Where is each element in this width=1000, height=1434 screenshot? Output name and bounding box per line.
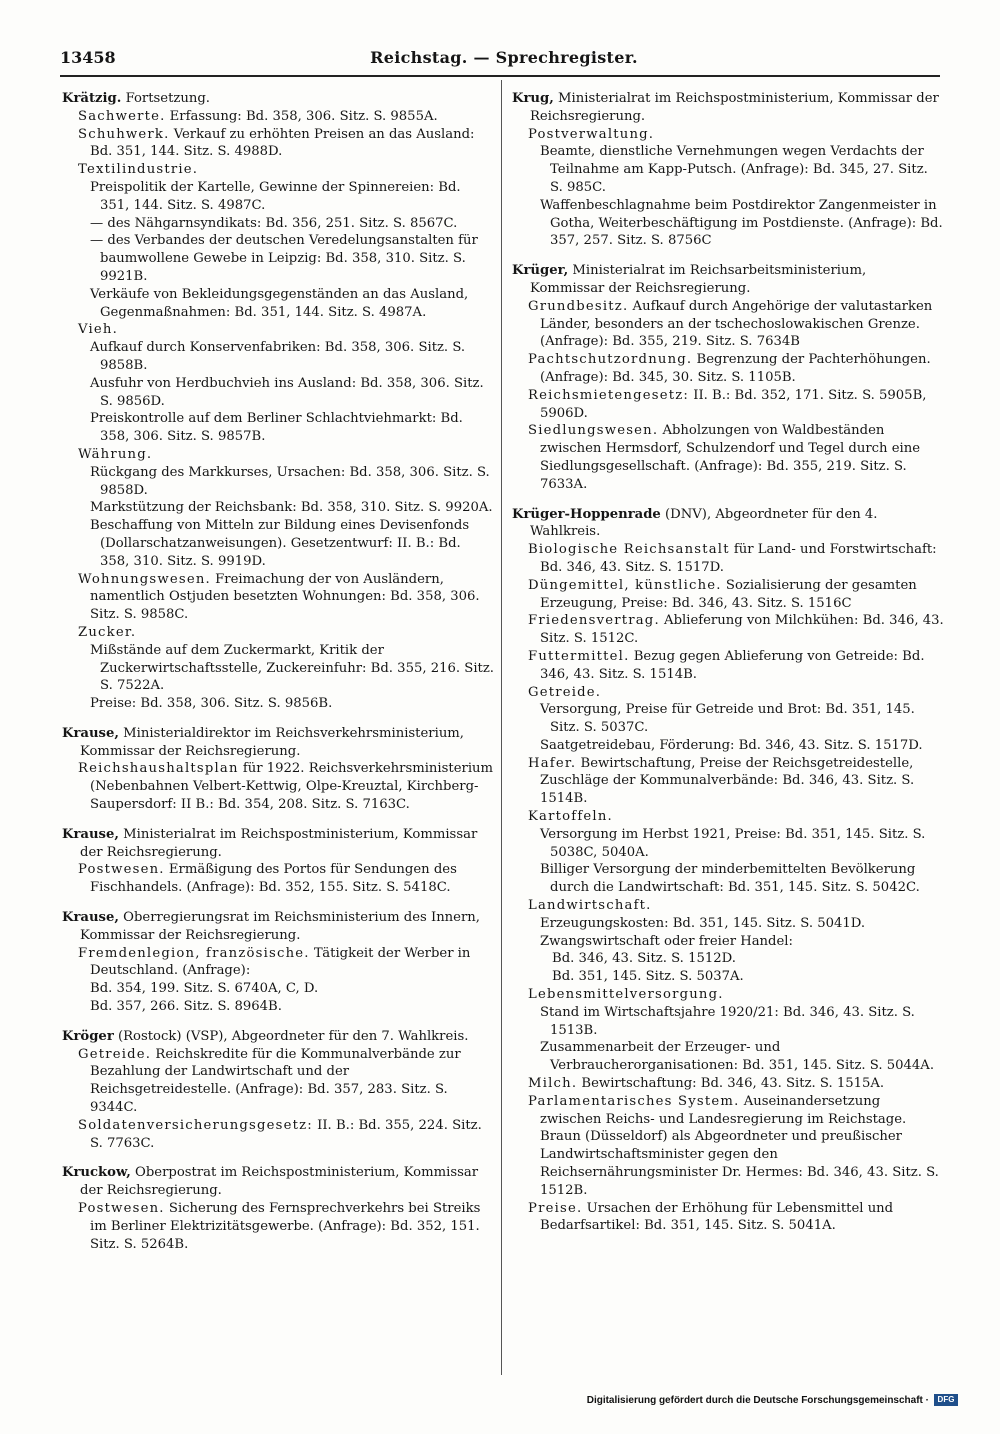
subject-topic: Hafer. [528, 755, 577, 771]
subject-line [540, 826, 944, 862]
subject-reference: Zwangswirtschaft oder freier Handel: [540, 933, 793, 949]
subject-reference: Bd. 357, 266. Sitz. S. 8964B. [90, 999, 282, 1015]
subject-reference: Bewirtschaftung, Preise der Reichsgetreidestelle, Zuschläge der Kommunalverbände: Bd. 346, 43. Sitz. S. 1514B. [540, 755, 915, 807]
column-divider [501, 80, 502, 1375]
person-name: Krüger, [512, 263, 569, 279]
subject-line [528, 1200, 944, 1236]
index-entry [62, 90, 494, 713]
subject-reference: Tätigkeit der Werber in Deutschland. (Anfrage): [90, 945, 471, 979]
subject-topic: Landwirtschaft. [528, 898, 652, 914]
subject-line [78, 945, 494, 981]
subject-reference: Waffenbeschlagnahme beim Postdirektor Zangenmeister in Gotha, Weiterbeschäftigung im Postdienste. (Anfrage): Bd. 357, 257. Sitz. S. 8756C [540, 197, 943, 249]
person-description: (DNV), Abgeordneter für den 4. Wahlkreis. [530, 506, 878, 540]
entry-heading [512, 506, 944, 542]
subject-line [528, 808, 944, 826]
subject-reference: — des Nähgarnsyndikats: Bd. 356, 251. Sitz. S. 8567C. [90, 215, 458, 231]
subject-reference: — des Verbandes der deutschen Veredelungsanstalten für baumwollene Gewebe in Leipzig: Bd. 358, 310. Sitz. S. 9921B. [90, 233, 478, 284]
subject-line [540, 1004, 944, 1040]
person-description: Ministerialrat im Reichspostministerium, Kommissar der Reichsregierung. [80, 826, 478, 860]
index-entry [62, 1164, 494, 1253]
footer [587, 1392, 958, 1408]
subject-line [540, 1039, 944, 1075]
person-name: Krug, [512, 91, 554, 106]
person-description: (Rostock) (VSP), Abgeordneter für den 7. Wahlkreis. [117, 1028, 469, 1044]
subject-topic: Reichsmietengesetz: [528, 387, 690, 403]
subject-reference: Erzeugungskosten: Bd. 351, 145. Sitz. S. 5041D. [540, 915, 866, 931]
person-description: Ministerialrat im Reichsarbeitsministerium, Kommissar der Reichsregierung. [530, 263, 867, 296]
subject-reference: Sicherung des Fernsprechverkehrs bei Streiks im Berliner Elektrizitätsgewerbe. (Anfrage): Bd. 352, 151. Sitz. S. 5264B. [90, 1201, 481, 1252]
subject-topic: Postwesen. [78, 862, 165, 878]
subject-reference: Beamte, dienstliche Vernehmungen wegen Verdachts der Teilnahme am Kapp-Putsch. (Anfrage): Bd. 345, 27. Sitz. S. 985C. [540, 144, 928, 195]
person-description: Ministerialrat im Reichspostministerium, Kommissar der Reichsregierung. [530, 91, 939, 124]
subject-line [78, 108, 494, 126]
subject-line [78, 161, 494, 179]
subject-line [540, 701, 944, 737]
subject-reference: Rückgang des Markkurses, Ursachen: Bd. 358, 306. Sitz. S. 9858D. [90, 464, 490, 498]
subject-line [78, 1046, 494, 1117]
subject-topic: Preise. [528, 1200, 583, 1216]
subject-topic: Kartoffeln. [528, 809, 613, 825]
subject-topic: Währung. [78, 446, 153, 462]
subject-line [90, 980, 494, 998]
subject-line [528, 755, 944, 808]
subject-reference: Bd. 354, 199. Sitz. S. 6740A, C, D. [90, 981, 319, 997]
subject-topic: Friedensvertrag. [528, 613, 660, 629]
subject-reference: Sozialisierung der gesamten Erzeugung, Preise: Bd. 346, 43. Sitz. S. 1516C [540, 577, 917, 611]
subject-line [90, 179, 494, 215]
subject-line [528, 541, 944, 577]
subject-reference: II. B.: Bd. 352, 171. Sitz. S. 5905B, 5906D. [540, 387, 927, 421]
subject-topic: Postwesen. [78, 1201, 165, 1217]
left-column [62, 90, 494, 1375]
subject-reference: Zusammenarbeit der Erzeuger- und Verbraucherorganisationen: Bd. 351, 145. Sitz. S. 5044A. [540, 1040, 935, 1074]
person-name: Krause, [62, 725, 119, 741]
subject-reference: Beschaffung von Mitteln zur Bildung eines Devisenfonds (Dollarschatzanweisungen). Gesetzentwurf: II. B.: Bd. 358, 310. Sitz. S. 9919D. [90, 518, 470, 569]
subject-reference: Aufkauf durch Konservenfabriken: Bd. 358, 306. Sitz. S. 9858B. [90, 340, 466, 373]
right-column [512, 90, 944, 1375]
subject-reference: Mißstände auf dem Zuckermarkt, Kritik der Zuckerwirtschaftsstelle, Zuckereinfuhr: Bd. 355, 216. Sitz. S. 7522A. [90, 642, 494, 694]
subject-topic: Zucker. [78, 624, 137, 640]
subject-topic: Biologische Reichsanstalt [528, 542, 730, 558]
index-entry [62, 909, 494, 1016]
footer-credit: Digitalisierung gefördert durch die Deutsche Forschungsgemeinschaft · [586, 1394, 929, 1406]
subject-reference: Saatgetreidebau, Förderung: Bd. 346, 43. Sitz. S. 1517D. [540, 737, 923, 753]
entry-heading [62, 1164, 494, 1200]
subject-line [528, 387, 944, 423]
subject-line [540, 861, 944, 897]
index-entry [512, 90, 944, 250]
entry-heading [512, 90, 944, 126]
person-name: Kruckow, [62, 1165, 131, 1181]
person-name: Krause, [62, 910, 119, 926]
entry-heading [62, 90, 494, 108]
subject-topic: Schuhwerk. [78, 126, 170, 142]
subject-line [78, 760, 494, 813]
subject-topic: Siedlungswesen. [528, 423, 659, 439]
subject-reference: für 1922. Reichsverkehrsministerium (Nebenbahnen Velbert-Kettwig, Olpe-Kreuztal, Kirchberg-Saupersdorf: II B.: Bd. 354, 208. Sitz. S. 7163C. [90, 761, 494, 813]
subject-line [540, 933, 944, 951]
subject-topic: Soldatenversicherungsgesetz: [78, 1117, 313, 1133]
person-name: Kröger [62, 1028, 114, 1044]
subject-reference: für Land- und Forstwirtschaft: Bd. 346, 43. Sitz. S. 1517D. [540, 542, 937, 575]
subject-line [528, 422, 944, 493]
subject-reference: Versorgung, Preise für Getreide und Brot: Bd. 351, 145. Sitz. S. 5037C. [540, 702, 915, 736]
subject-line [528, 897, 944, 915]
subject-topic: Sachwerte. [78, 108, 166, 124]
entry-heading [512, 262, 944, 298]
subject-reference: Freimachung der von Ausländern, namentlich Ostjuden besetzten Wohnungen: Bd. 358, 306. Sitz. S. 9858C. [90, 571, 480, 623]
subject-line [78, 126, 494, 162]
subject-reference: Auseinandersetzung zwischen Reichs- und Landesregierung im Reichstage. Braun (Düsseldorf) als Abgeordneter und preußischer Landwirtschaftsminister gegen den Reichsernährungsminister Dr. Hermes: Bd. 346, 43. Sitz. S. 1512B. [540, 1093, 939, 1198]
subject-reference: Verkauf zu erhöhten Preisen an das Ausland: Bd. 351, 144. Sitz. S. 4988D. [90, 126, 475, 160]
subject-topic: Fremdenlegion, französische. [78, 945, 310, 961]
index-entry [62, 725, 494, 814]
person-name: Krüger-Hoppenrade [512, 506, 661, 522]
subject-line [528, 1075, 944, 1093]
index-entry [62, 826, 494, 897]
subject-reference: Bd. 346, 43. Sitz. S. 1512D. [552, 951, 736, 967]
dfg-logo: DFG [934, 1394, 958, 1406]
subject-line [540, 197, 944, 250]
person-description: Oberregierungsrat im Reichsministerium des Innern, Kommissar der Reichsregierung. [80, 910, 480, 943]
subject-reference: Bd. 351, 145. Sitz. S. 5037A. [552, 969, 744, 985]
subject-reference: Ablieferung von Milchkühen: Bd. 346, 43. Sitz. S. 1512C. [540, 613, 944, 647]
subject-reference: Ursachen der Erhöhung für Lebensmittel und Bedarfsartikel: Bd. 351, 145. Sitz. S. 5041A. [540, 1200, 894, 1234]
person-name: Krause, [62, 826, 119, 842]
subject-line [90, 642, 494, 695]
subject-reference: Stand im Wirtschaftsjahre 1920/21: Bd. 346, 43. Sitz. S. 1513B. [540, 1004, 915, 1038]
person-description: Oberpostrat im Reichspostministerium, Kommissar der Reichsregierung. [80, 1165, 479, 1199]
subject-line [528, 126, 944, 144]
subject-reference: Ausfuhr von Herdbuchvieh ins Ausland: Bd. 358, 306. Sitz. S. 9856D. [90, 375, 484, 409]
running-title: Reichstag. — Sprechregister. [370, 48, 638, 67]
subject-line [90, 286, 494, 322]
subject-reference: Ermäßigung des Portos für Sendungen des Fischhandels. (Anfrage): Bd. 352, 155. Sitz. S. 5418C. [90, 862, 457, 896]
subject-line [540, 737, 944, 755]
subject-topic: Getreide. [78, 1046, 152, 1062]
person-description: Ministerialdirektor im Reichsverkehrsministerium, Kommissar der Reichsregierung. [80, 725, 465, 759]
subject-line [78, 571, 494, 624]
index-entry [62, 1028, 494, 1153]
subject-topic: Düngemittel, künstliche. [528, 577, 722, 593]
header-rule [60, 75, 940, 77]
subject-line [528, 298, 944, 351]
subject-topic: Vieh. [78, 322, 118, 338]
subject-topic: Futtermittel. [528, 648, 630, 664]
subject-line [540, 143, 944, 196]
subject-topic: Wohnungswesen. [78, 571, 211, 587]
entry-heading [62, 826, 494, 862]
subject-line [90, 339, 494, 375]
subject-topic: Grundbesitz. [528, 298, 629, 314]
subject-reference: Verkäufe von Bekleidungsgegenständen an das Ausland, Gegenmaßnahmen: Bd. 351, 144. Sitz. S. 4987A. [90, 286, 469, 320]
subject-line [552, 968, 944, 986]
subject-reference: Begrenzung der Pachterhöhungen. (Anfrage): Bd. 345, 30. Sitz. S. 1105B. [540, 352, 931, 385]
entry-heading [62, 1028, 494, 1046]
subject-line [78, 321, 494, 339]
subject-line [90, 410, 494, 446]
subject-line [90, 464, 494, 500]
subject-line [528, 351, 944, 387]
subject-reference: Billiger Versorgung der minderbemittelten Bevölkerung durch die Landwirtschaft: Bd. 351, 145. Sitz. S. 5042C. [540, 862, 920, 896]
subject-line [90, 695, 494, 713]
subject-topic: Lebensmittelversorgung. [528, 987, 724, 1003]
person-description: Fortsetzung. [125, 91, 210, 106]
subject-reference: Bewirtschaftung: Bd. 346, 43. Sitz. S. 1515A. [581, 1076, 885, 1092]
subject-reference: Preiskontrolle auf dem Berliner Schlachtviehmarkt: Bd. 358, 306. Sitz. S. 9857B. [90, 411, 463, 445]
subject-line [552, 950, 944, 968]
subject-line [90, 375, 494, 411]
subject-line [78, 1200, 494, 1253]
subject-reference: Reichskredite für die Kommunalverbände zur Bezahlung der Landwirtschaft und der Reichsgetreidestelle. (Anfrage): Bd. 357, 283. Sitz. S. 9344C. [90, 1046, 461, 1116]
subject-line [528, 1093, 944, 1200]
entry-heading [62, 909, 494, 945]
subject-line [528, 684, 944, 702]
subject-topic: Reichshaushaltsplan [78, 761, 239, 777]
subject-reference: Bezug gegen Ablieferung von Getreide: Bd. 346, 43. Sitz. S. 1514B. [540, 648, 925, 682]
subject-reference: Aufkauf durch Angehörige der valutastarken Länder, besonders an der tschechoslowakischen Grenze. (Anfrage): Bd. 355, 219. Sitz. S. 7634B [540, 298, 933, 350]
subject-line [90, 215, 494, 233]
subject-line [528, 612, 944, 648]
page-header [60, 48, 948, 70]
index-entry [512, 262, 944, 493]
subject-line [90, 517, 494, 570]
subject-reference: Abholzungen von Waldbeständen zwischen Hermsdorf, Schulzendorf und Tegel durch eine Siedlungsgesellschaft. (Anfrage): Bd. 355, 219. Sitz. S. 7633A. [540, 423, 921, 492]
subject-line [528, 986, 944, 1004]
subject-line [528, 577, 944, 613]
subject-line [528, 648, 944, 684]
subject-reference: Versorgung im Herbst 1921, Preise: Bd. 351, 145. Sitz. S. 5038C, 5040A. [540, 826, 926, 860]
subject-line [90, 499, 494, 517]
subject-topic: Textilindustrie. [78, 162, 199, 178]
person-name: Krätzig. [62, 91, 122, 106]
subject-topic: Parlamentarisches System. [528, 1093, 740, 1109]
subject-line [540, 915, 944, 933]
entry-heading [62, 725, 494, 761]
subject-reference: Preise: Bd. 358, 306. Sitz. S. 9856B. [90, 696, 333, 712]
index-entry [512, 506, 944, 1236]
page-number: 13458 [60, 48, 116, 67]
subject-line [78, 1117, 494, 1153]
subject-line [90, 998, 494, 1016]
subject-reference: Preispolitik der Kartelle, Gewinne der Spinnereien: Bd. 351, 144. Sitz. S. 4987C. [90, 179, 461, 213]
subject-topic: Getreide. [528, 684, 602, 700]
subject-line [78, 446, 494, 464]
subject-topic: Milch. [528, 1076, 578, 1092]
subject-topic: Pachtschutzordnung. [528, 352, 693, 368]
subject-reference: II. B.: Bd. 355, 224. Sitz. S. 7763C. [90, 1117, 482, 1151]
subject-topic: Postverwaltung. [528, 126, 655, 142]
subject-line [78, 624, 494, 642]
subject-line [78, 861, 494, 897]
subject-line [90, 232, 494, 285]
subject-reference: Markstützung der Reichsbank: Bd. 358, 310. Sitz. S. 9920A. [90, 500, 493, 516]
subject-reference: Erfassung: Bd. 358, 306. Sitz. S. 9855A. [169, 108, 438, 124]
